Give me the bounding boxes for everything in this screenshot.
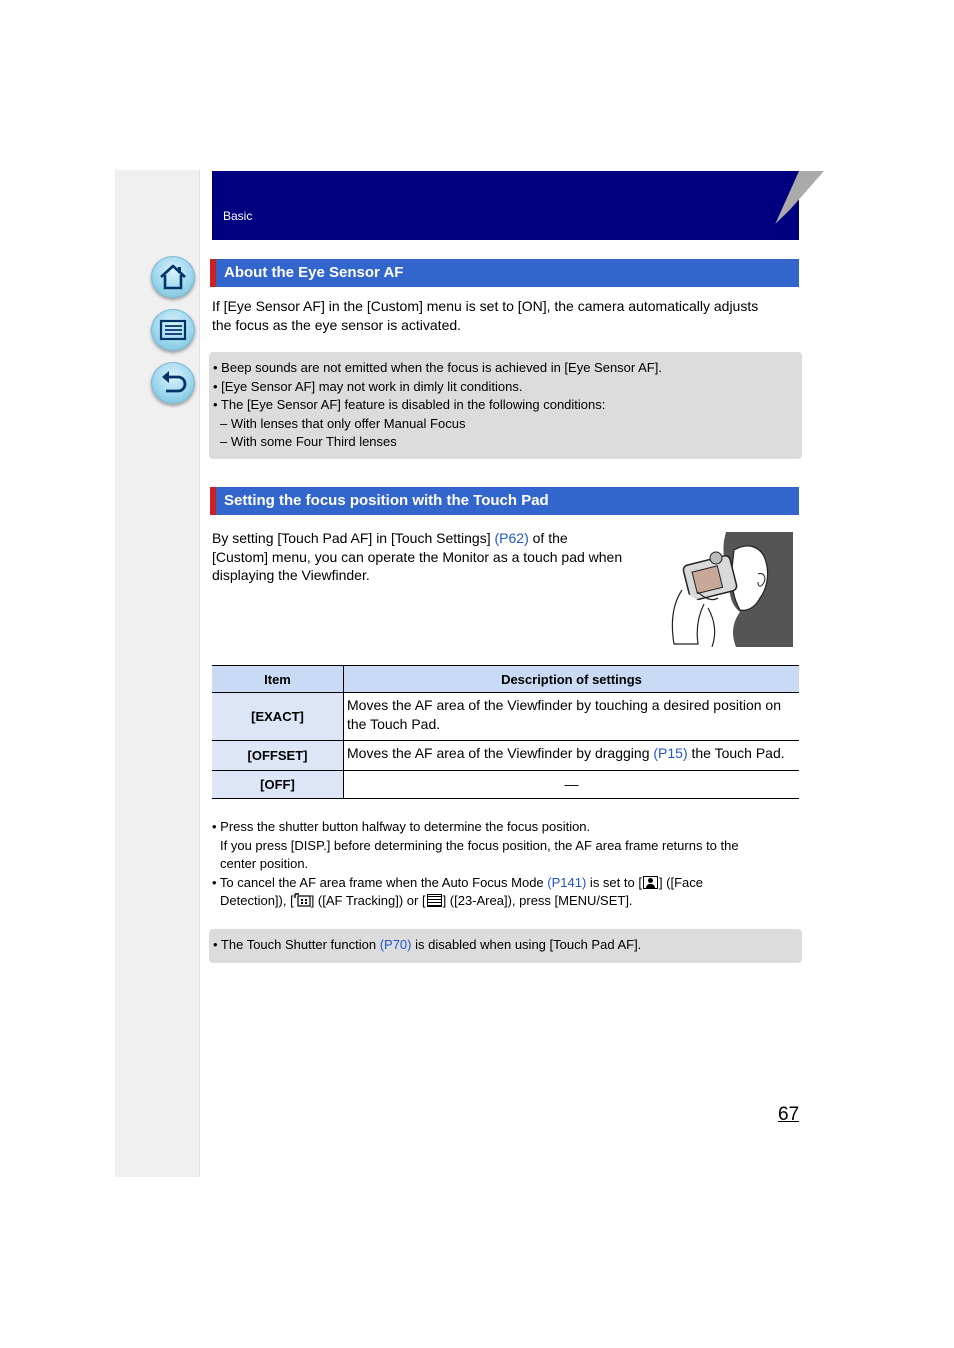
header-label: Basic — [223, 209, 253, 223]
note-subitem: – With lenses that only offer Manual Focus — [220, 415, 466, 431]
page-number: 67 — [778, 1104, 800, 1125]
touch-pad-settings-table — [212, 665, 799, 799]
table-row — [212, 741, 799, 771]
description-cell: Moves the AF area of the Viewfinder by touching a desired position on the Touch Pad. — [344, 693, 800, 741]
text-span: By setting [Touch Pad AF] in [Touch Settings] — [212, 530, 495, 546]
link-p141[interactable]: (P141) — [547, 874, 587, 890]
text-line: If [Eye Sensor AF] in the [Custom] menu is set to [ON], the camera automatically adjusts — [212, 298, 759, 314]
text-span: of the — [528, 530, 568, 546]
header-corner-decoration — [770, 171, 824, 231]
viewfinder-illustration — [668, 532, 793, 647]
description-cell: — — [344, 770, 800, 798]
note-box-eye-sensor — [209, 352, 802, 459]
note-item: • Beep sounds are not emitted when the focus is achieved in [Eye Sensor AF]. — [213, 360, 662, 375]
text-line: displaying the Viewfinder. — [212, 567, 370, 583]
note-item: • [Eye Sensor AF] may not work in dimly lit conditions. — [213, 378, 523, 394]
note-subitem: – With some Four Third lenses — [220, 434, 397, 449]
text-span: is set to [ — [586, 874, 642, 890]
header-item: Item — [212, 666, 344, 693]
text-span: • To cancel the AF area frame when the Auto Focus Mode — [212, 874, 548, 890]
menu-button[interactable] — [151, 309, 195, 351]
link-p62[interactable]: (P62) — [494, 530, 529, 546]
home-icon — [158, 262, 188, 292]
header-bar — [212, 171, 799, 240]
description-cell — [344, 741, 800, 771]
text-span: Detection]), [ — [220, 893, 294, 908]
link-p70[interactable]: (P70) — [379, 937, 412, 952]
text-span: ] ([23-Area]), press [MENU/SET]. — [442, 893, 633, 908]
item-cell: [OFF] — [212, 770, 344, 798]
table-row — [212, 770, 799, 798]
menu-list-icon — [158, 315, 188, 345]
note-item — [213, 936, 798, 955]
text-span: • The Touch Shutter function — [213, 937, 380, 952]
back-button[interactable] — [151, 362, 195, 404]
touch-pad-intro — [212, 529, 652, 585]
table-header-row — [212, 666, 799, 693]
section-title-touch-pad: Setting the focus position with the Touch Pad — [210, 487, 799, 515]
face-detection-icon — [643, 876, 658, 889]
note-box-touch-shutter — [209, 929, 802, 963]
header-description: Description of settings — [344, 666, 800, 693]
bullet-line — [212, 892, 792, 911]
text-span: Moves the AF area of the Viewfinder by dragging — [347, 745, 654, 761]
item-cell: [OFFSET] — [212, 741, 344, 771]
text-line: the focus as the eye sensor is activated. — [212, 316, 462, 333]
23-area-icon — [427, 894, 442, 907]
touch-pad-notes — [212, 818, 792, 911]
text-span: ] ([Face — [658, 874, 704, 890]
item-cell: [EXACT] — [212, 693, 344, 741]
eye-sensor-description — [212, 297, 802, 334]
bullet-line: center position. — [220, 856, 309, 871]
bullet-line: • Press the shutter button halfway to determine the focus position. — [212, 819, 591, 834]
link-p15[interactable]: (P15) — [653, 745, 688, 761]
note-item: • The [Eye Sensor AF] feature is disabled in the following conditions: — [213, 397, 606, 412]
home-button[interactable] — [151, 256, 195, 298]
text-line — [212, 529, 652, 548]
bullet-line: If you press [DISP.] before determining the focus position, the AF area frame returns to the — [220, 837, 739, 853]
section-title-eye-sensor: About the Eye Sensor AF — [210, 259, 799, 287]
bullet-line — [212, 874, 792, 893]
back-arrow-icon — [158, 368, 188, 398]
text-span: is disabled when using [Touch Pad AF]. — [411, 937, 642, 952]
af-tracking-icon — [294, 893, 311, 907]
text-line: [Custom] menu, you can operate the Monitor as a touch pad when — [212, 548, 623, 565]
text-span: ] ([AF Tracking]) or [ — [310, 893, 426, 908]
text-span: the Touch Pad. — [687, 745, 785, 761]
table-row — [212, 693, 799, 741]
